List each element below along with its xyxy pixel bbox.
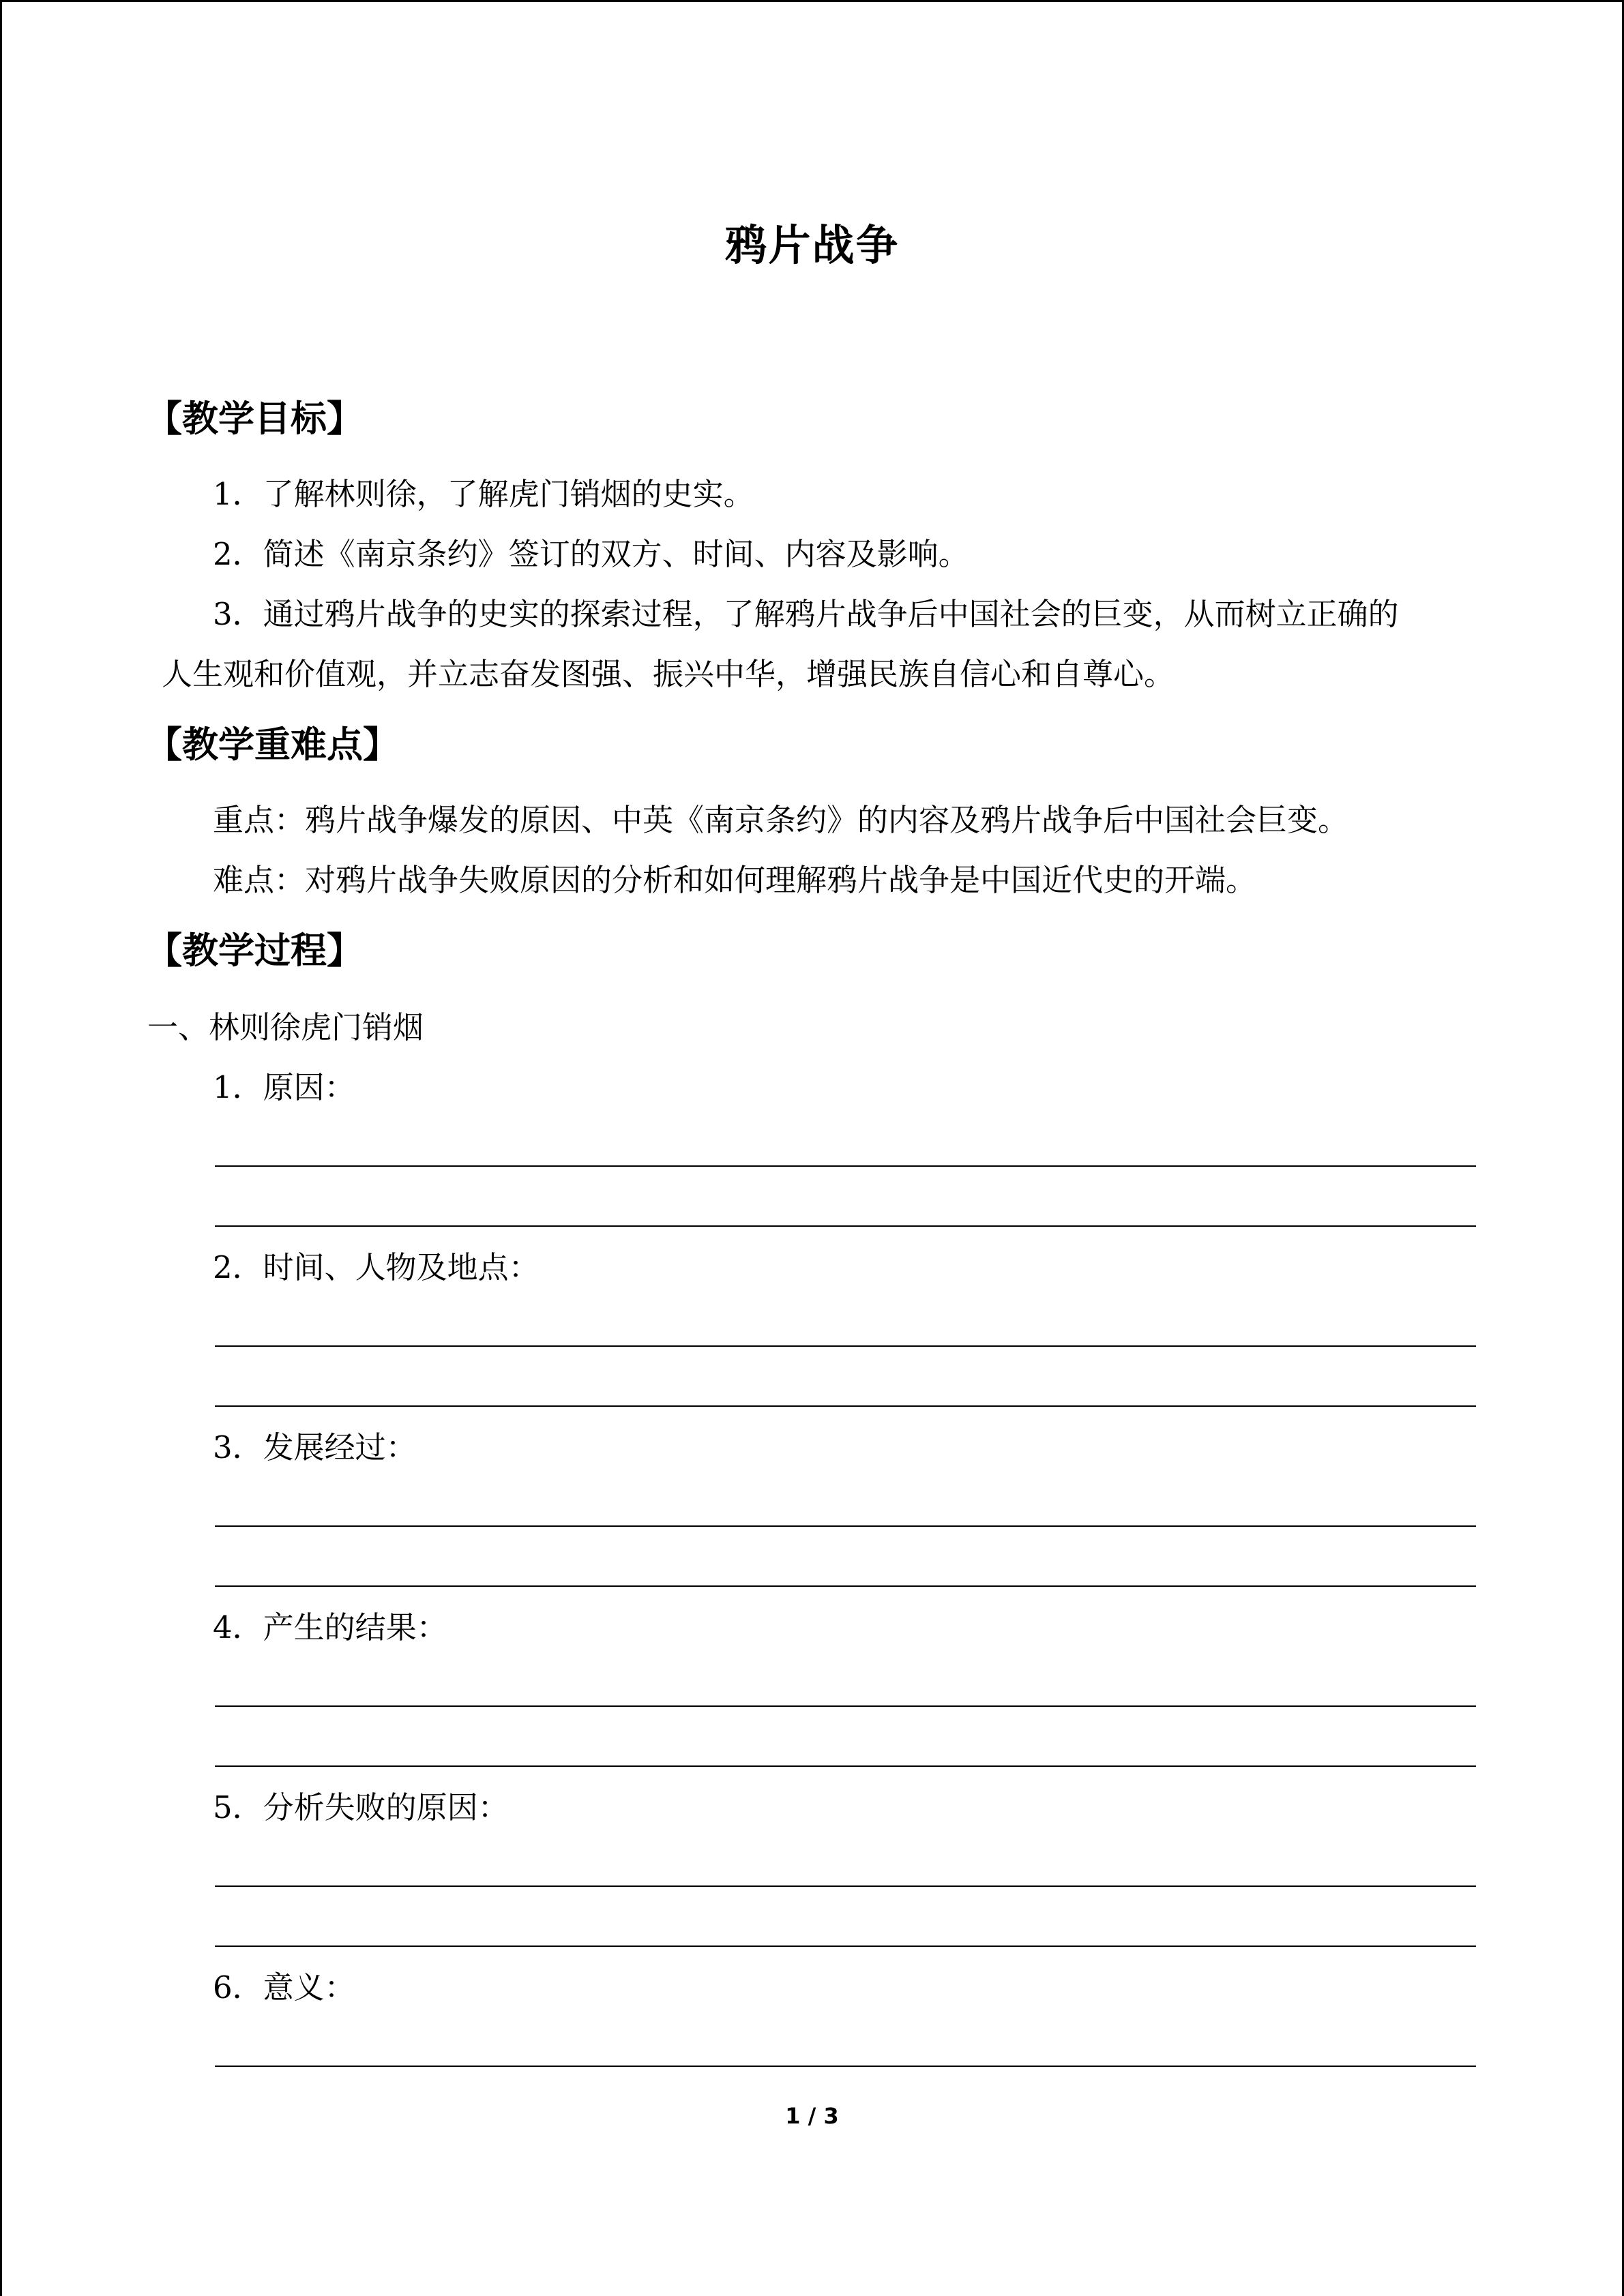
answer-line[interactable]: [215, 1765, 1476, 1767]
objective-item: 3．通过鸦片战争的史实的探索过程，了解鸦片战争后中国社会的巨变，从而树立正确的: [213, 596, 1399, 632]
document-title: 鸦片战争: [724, 220, 900, 270]
answer-line[interactable]: [215, 1885, 1476, 1887]
page-number: 1 / 3: [785, 2103, 839, 2129]
key-point-item: 难点：对鸦片战争失败原因的分析和如何理解鸦片战争是中国近代史的开端。: [213, 862, 1257, 898]
answer-line[interactable]: [215, 2066, 1476, 2067]
answer-line[interactable]: [215, 1225, 1476, 1227]
answer-line[interactable]: [215, 1165, 1476, 1167]
question-label: 6．意义：: [213, 1969, 355, 2006]
objective-item: 1．了解林则徐，了解虎门销烟的史实。: [213, 476, 754, 512]
section-title: 一、林则徐虎门销烟: [147, 1009, 424, 1045]
key-point-item: 重点：鸦片战争爆发的原因、中英《南京条约》的内容及鸦片战争后中国社会巨变。: [213, 802, 1349, 838]
answer-line[interactable]: [215, 1345, 1476, 1347]
question-label: 1．原因：: [213, 1069, 355, 1105]
answer-line[interactable]: [215, 1585, 1476, 1587]
question-label: 3．发展经过：: [213, 1429, 417, 1465]
question-label: 4．产生的结果：: [213, 1609, 447, 1645]
question-label: 5．分析失败的原因：: [213, 1789, 509, 1825]
answer-line[interactable]: [215, 1405, 1476, 1407]
process-heading: 【教学过程】: [146, 930, 363, 972]
answer-line[interactable]: [215, 1525, 1476, 1527]
objective-item-continued: 人生观和价值观，并立志奋发图强、振兴中华，增强民族自信心和自尊心。: [162, 656, 1175, 692]
objective-item: 2．简述《南京条约》签订的双方、时间、内容及影响。: [213, 536, 969, 572]
answer-line[interactable]: [215, 1705, 1476, 1707]
objectives-heading: 【教学目标】: [146, 398, 363, 440]
key-points-heading: 【教学重难点】: [146, 724, 399, 766]
question-label: 2．时间、人物及地点：: [213, 1249, 540, 1285]
answer-line[interactable]: [215, 1945, 1476, 1947]
